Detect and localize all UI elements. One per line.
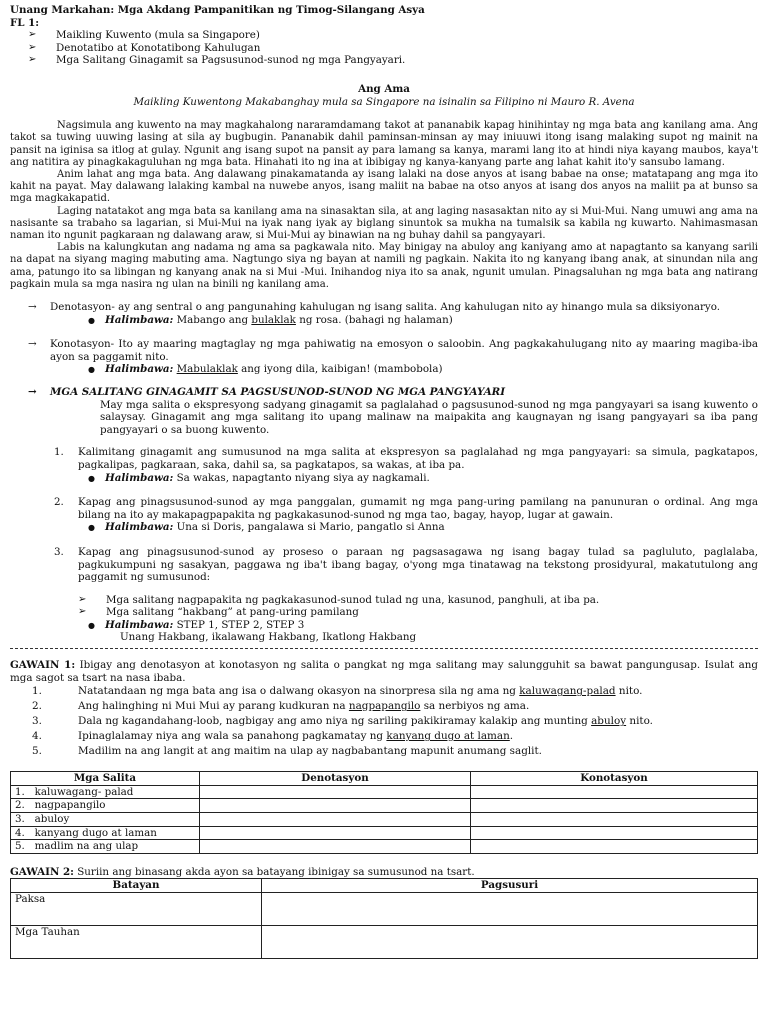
table-row xyxy=(11,799,758,813)
denotasyon-example: ● Halimbawa: Mabango ang bulaklak ng rosa. (bahagi ng halaman) xyxy=(10,314,758,327)
sequence-example: ● Halimbawa: Una si Doris, pangalawa si Mario, pangatlo si Anna xyxy=(10,521,758,534)
story-title: Ang Ama xyxy=(358,82,410,95)
quarter-title: Unang Markahan: Mga Akdang Pampanitikan ng Timog-Silangang Asya xyxy=(10,4,425,16)
konotasyon-answer-cell[interactable] xyxy=(471,826,758,840)
konotasyon-answer-cell[interactable] xyxy=(471,785,758,799)
konotasyon-answer-cell[interactable] xyxy=(471,799,758,813)
table-row xyxy=(11,893,758,926)
story-paragraph: Anim lahat ang mga bata. Ang dalawang pinakamatanda ay isang lalaki na dose anyos at isang babae na onse; matatapang ang mga ito kahit na payat. May dalawang lalaking kambal na nuwebe anyos, isang maliit na babae na otso anyos at isang dos anyos na maliit pa at bunso sa mga magkakapatid. xyxy=(10,168,758,205)
word-cell: 3. abuloy xyxy=(11,813,200,827)
table-header: Denotasyon xyxy=(200,772,471,786)
konotasyon-example: ● Halimbawa: Mabulaklak ang iyong dila, kaibigan! (mambobola) xyxy=(10,363,758,376)
gawain1-sentence: 2. Ang halinghing ni Mui Mui ay parang kudkuran na nagpapangilo sa nerbiyos ng ama. xyxy=(32,700,530,713)
word-cell: 5. madlim na ang ulap xyxy=(11,840,200,854)
word-cell: 1. kaluwagang- palad xyxy=(11,785,200,799)
procedure-list xyxy=(10,594,758,619)
fl-label: FL 1: xyxy=(10,16,40,29)
story-paragraph: Nagsimula ang kuwento na may magkahalong nararamdamang takot at pananabik kapag hinihintay ng mga bata ang kanilang ama. Ang takot sa tuwing uuwing lasing at sila ay bugbugin. Pananabik dahil paminsan-minsan ay may iniuuwi itong isang malaking supot ng mainit na pansit na iginisa sa itlog at gulay. Ngunit ang isang supot na pansit ay para lamang sa kanya, marami lang ito at hindi niya kayang maubos, kaya't ang natitira ay pinagkakaguluhan ng mga bata. Hinahati ito ng ina at ibibigay ng kanya-kanyang parte ang lahat kahit ito'y sansubo lamang. xyxy=(10,120,758,168)
gawain1-table xyxy=(10,771,758,854)
konotasyon-answer-cell[interactable] xyxy=(471,840,758,854)
step-example-2: Unang Hakbang, ikalawang Hakbang, Ikatlong Hakbang xyxy=(120,631,417,644)
denotasyon-answer-cell[interactable] xyxy=(200,785,471,799)
denotasyon-definition: → Denotasyon- ay ang sentral o ang pangunahing kahulugan ng isang salita. Ang kahulugan nito ay hinango mula sa diksiyonaryo. xyxy=(10,301,758,314)
gawain1-sentence: 3. Dala ng kagandahang-loob, nagbigay ang amo niya ng sariling pakikiramay kalakip ang munting abuloy nito. xyxy=(32,715,653,728)
denotasyon-answer-cell[interactable] xyxy=(200,813,471,827)
denotasyon-answer-cell[interactable] xyxy=(200,799,471,813)
objective-item: ➢ Mga Salitang Ginagamit sa Pagsusunod-sunod ng mga Pangyayari. xyxy=(10,54,758,67)
gawain1-sentence: 1. Natatandaan ng mga bata ang isa o dalwang okasyon na sinorpresa sila ng ama ng kaluwagang-palad nito. xyxy=(32,685,643,698)
word-cell: 4. kanyang dugo at laman xyxy=(11,826,200,840)
table-header: Batayan xyxy=(11,879,262,893)
procedure-item: ➢ Mga salitang “hakbang” at pang-uring pamilang xyxy=(60,606,758,619)
story-paragraph: Labis na kalungkutan ang nadama ng ama sa pagkawala nito. May binigay na abuloy ang kaniyang amo at napagtanto sa kanyang sarili na dapat na siyang maging mabuting ama. Nagtungo siya ng bayan at namili ng pagkain. Nakita ito ng kanyang ibang anak, at sinundan nila ang ama, patungo ito sa libingan ng kanyang anak na si Mui -Mui. Inihandog niya ito sa anak, ngunit umulan. Pinagsaluhan ng mga bata ang natirang pagkain mula sa mga nasira ng ulan na binili ng kanilang ama. xyxy=(10,242,758,290)
batayan-cell: Mga Tauhan xyxy=(11,926,262,959)
sequence-heading: → MGA SALITANG GINAGAMIT SA PAGSUSUNOD-SUNOD NG MGA PANGYAYARI xyxy=(10,386,758,399)
sequence-item: 1. Kalimitang ginagamit ang sumusunod na mga salita at ekspresyon sa paglalahad ng mga pangyayari: sa simula, pagkatapos, pagkalipas, pagkaraan, saka, dahil sa, sa pagkatapos, sa wakas, at iba pa. xyxy=(54,446,758,471)
denotasyon-answer-cell[interactable] xyxy=(200,826,471,840)
step-example: ● Halimbawa: STEP 1, STEP 2, STEP 3 xyxy=(10,619,758,632)
section-divider xyxy=(10,648,758,649)
worksheet-page xyxy=(10,4,758,959)
objectives-list xyxy=(10,29,758,67)
gawain1-sentence: 4. Ipinaglalamay niya ang wala sa panahong pagkamatay ng kanyang dugo at laman. xyxy=(32,730,514,743)
table-row xyxy=(11,926,758,959)
table-header: Pagsusuri xyxy=(262,879,758,893)
table-header: Mga Salita xyxy=(11,772,200,786)
sequence-intro: May mga salita o ekspresyong sadyang ginagamit sa paglalahad o pagsusunod-sunod ng mga pangyayari sa isang kuwento o salaysay. Ginagamit ang mga salitang ito upang malinaw na maipakita ang kaugnayan ng isang pangyayari sa iba pang pangyayari o sa buong kuwento. xyxy=(100,398,758,436)
gawain1-instruction: GAWAIN 1: Ibigay ang denotasyon at konotasyon ng salita o pangkat ng mga salitang may salungguhit sa bawat pangungusap. Isulat ang mga sagot sa tsart na nasa ibaba. xyxy=(10,659,758,684)
denotasyon-answer-cell[interactable] xyxy=(200,840,471,854)
pagsusuri-answer-cell[interactable] xyxy=(262,893,758,926)
konotasyon-answer-cell[interactable] xyxy=(471,813,758,827)
story-subtitle: Maikling Kuwentong Makabanghay mula sa Singapore na isinalin sa Filipino ni Mauro R. Avena xyxy=(133,95,635,108)
table-header: Konotasyon xyxy=(471,772,758,786)
table-row xyxy=(11,840,758,854)
batayan-cell: Paksa xyxy=(11,893,262,926)
objective-item: ➢ Denotatibo at Konotatibong Kahulugan xyxy=(10,42,758,55)
gawain1-sentence: 5. Madilim na ang langit at ang maitim na ulap ay nagbabantang mapunit anumang saglit. xyxy=(32,745,542,758)
gawain2-instruction: GAWAIN 2: Suriin ang binasang akda ayon sa batayang ibinigay sa sumusunod na tsart. xyxy=(10,865,475,878)
sequence-item: 2. Kapag ang pinagsusunod-sunod ay mga panggalan, gumamit ng mga pang-uring pamilang na panunuran o ordinal. Ang mga bilang na ito ay makapagpapakita ng pagkakasunod-sunod ng mga tao, bagay, hayop, lugar at gawain. xyxy=(54,496,758,521)
table-row xyxy=(11,785,758,799)
sequence-item: 3. Kapag ang pinagsusunod-sunod ay proseso o paraan ng pagsasagawa ng isang bagay tulad sa pagluluto, paglalaba, pagkukumpuni ng sasakyan, paggawa ng iba't ibang bagay, o'yong mga tinatawag na tekstong prosidyural, makatutulong ang paggamit ng sumusunod: xyxy=(54,545,758,584)
sequence-example: ● Halimbawa: Sa wakas, napagtanto niyang siya ay nagkamali. xyxy=(10,472,758,485)
word-cell: 2. nagpapangilo xyxy=(11,799,200,813)
gawain2-table xyxy=(10,878,758,959)
table-row xyxy=(11,813,758,827)
table-row xyxy=(11,826,758,840)
objective-item: ➢ Maikling Kuwento (mula sa Singapore) xyxy=(10,29,758,42)
pagsusuri-answer-cell[interactable] xyxy=(262,926,758,959)
konotasyon-definition: → Konotasyon- Ito ay maaring magtaglay ng mga pahiwatig na emosyon o saloobin. Ang pagkakahulugang nito ay maaring magiba-iba ayon sa paggamit nito. xyxy=(10,338,758,363)
story-paragraph: Laging natatakot ang mga bata sa kanilang ama na sinasaktan sila, at ang laging nasasaktan nito ay si Mui-Mui. Nang umuwi ang ama na nasisante sa trabaho sa lagarian, si Mui-Mui na iyak nang iyak ay biglang sinuntok sa mukha na tumalsik sa kabila ng kuwarto. Nahimasmasan naman ito ngunit pagkaraan ng dalawang araw, si Mui-Mui ay binawian na ng buhay dahil sa pangyayari. xyxy=(10,205,758,241)
procedure-item: ➢ Mga salitang nagpapakita ng pagkakasunod-sunod tulad ng una, kasunod, panghuli, at iba pa. xyxy=(60,594,758,607)
